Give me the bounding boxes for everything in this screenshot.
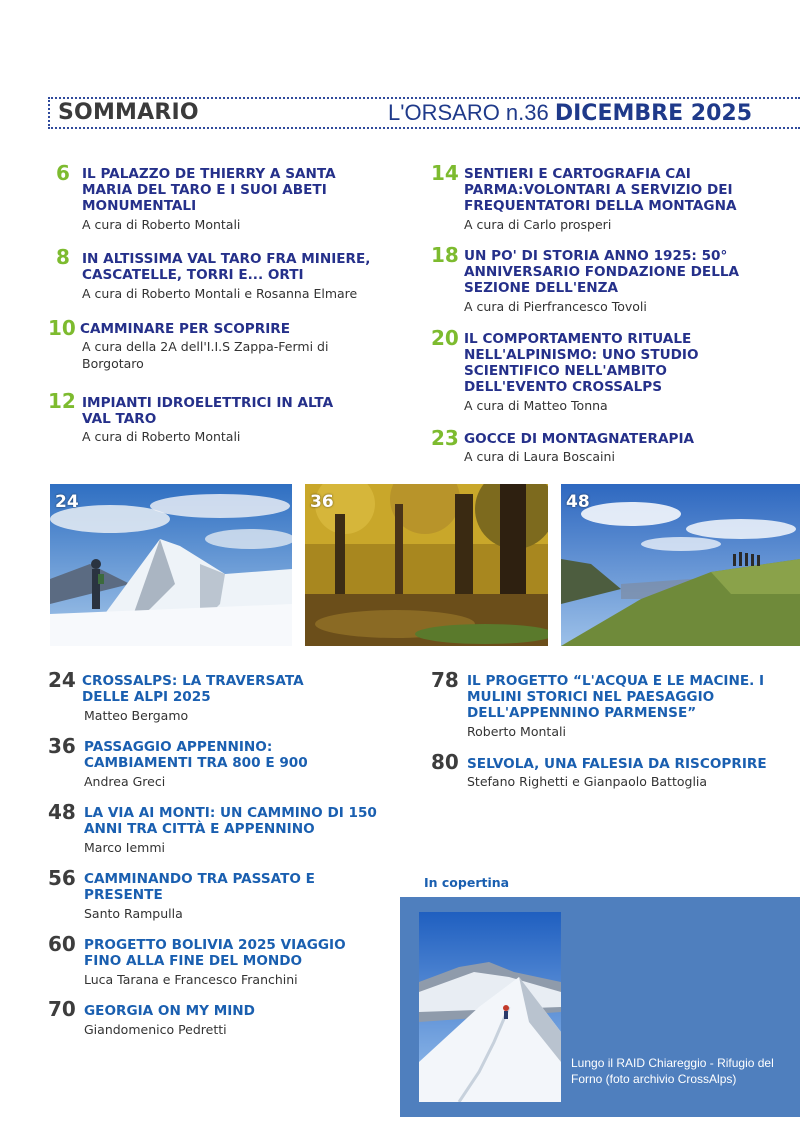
toc-entry-title[interactable]: CROSSALPS: LA TRAVERSATA DELLE ALPI 2025 [82, 673, 304, 705]
issue-info [388, 100, 752, 126]
toc-page-number: 36 [48, 734, 76, 758]
toc-page-number: 80 [431, 750, 459, 774]
toc-page-number: 23 [431, 426, 459, 450]
toc-entry-title[interactable]: SENTIERI E CARTOGRAFIA CAI PARMA:VOLONTARI A SERVIZIO DEI FREQUENTATORI DELLA MONTAGNA [464, 166, 737, 214]
photo-page-number: 24 [55, 492, 79, 512]
toc-entry-author: Matteo Bergamo [84, 708, 189, 723]
magazine-issue: L'ORSARO n.36 [388, 100, 555, 125]
toc-entry-author: Luca Tarana e Francesco Franchini [84, 972, 298, 987]
toc-page-number: 20 [431, 326, 459, 350]
toc-page-number: 48 [48, 800, 76, 824]
toc-entry-title[interactable]: IN ALTISSIMA VAL TARO FRA MINIERE, CASCATELLE, TORRI E... ORTI [82, 251, 371, 283]
toc-entry-author: Marco Iemmi [84, 840, 166, 855]
toc-entry-title[interactable]: IL PROGETTO “L'ACQUA E LE MACINE. I MULINI STORICI NEL PAESAGGIO DELL'APPENNINO PARMENSE” [467, 673, 765, 721]
photo-hikers-ridge [561, 484, 800, 646]
toc-page-number: 24 [48, 668, 76, 692]
toc-page-number: 18 [431, 243, 459, 267]
toc-entry-author: Santo Rampulla [84, 906, 183, 921]
toc-entry-title[interactable]: SELVOLA, UNA FALESIA DA RISCOPRIRE [467, 756, 767, 772]
toc-page-number: 78 [431, 668, 459, 692]
toc-page-number: 8 [56, 245, 70, 269]
toc-entry-title[interactable]: GEORGIA ON MY MIND [84, 1003, 255, 1019]
toc-entry-author: A cura di Carlo prosperi [464, 217, 612, 232]
cover-photo [419, 912, 561, 1102]
photo-mountain-snow [50, 484, 292, 646]
photo-page-number: 48 [566, 492, 590, 512]
cover-box [400, 897, 800, 1117]
toc-entry-author: A cura di Roberto Montali e Rosanna Elmare [82, 286, 358, 301]
toc-entry-title[interactable]: IL PALAZZO DE THIERRY A SANTA MARIA DEL TARO E I SUOI ABETI MONUMENTALI [82, 166, 336, 214]
photo-page-number: 36 [310, 492, 334, 512]
toc-entry-title[interactable]: PASSAGGIO APPENNINO: CAMBIAMENTI TRA 800 E 900 [84, 739, 308, 771]
page-header [48, 97, 800, 129]
photo-autumn-forest [305, 484, 548, 646]
toc-entry-author: Stefano Righetti e Gianpaolo Battoglia [467, 774, 708, 789]
toc-page-number: 6 [56, 161, 70, 185]
toc-entry-author: A cura di Laura Boscaini [464, 449, 615, 464]
cover-mountain-image [419, 912, 561, 1102]
section-title: SOMMARIO [58, 100, 199, 125]
hikers-ridge-image [561, 484, 800, 646]
toc-entry-author: Roberto Montali [467, 724, 566, 739]
toc-entry-title[interactable]: PROGETTO BOLIVIA 2025 VIAGGIO FINO ALLA FINE DEL MONDO [84, 937, 346, 969]
mountain-snow-image [50, 484, 292, 646]
toc-entry-author: A cura della 2A dell'I.I.S Zappa-Fermi di Borgotaro [82, 339, 329, 371]
toc-entry-title[interactable]: CAMMINANDO TRA PASSATO E PRESENTE [84, 871, 315, 903]
toc-entry-author: Andrea Greci [84, 774, 166, 789]
toc-entry-author: A cura di Pierfrancesco Tovoli [464, 299, 647, 314]
toc-entry-title[interactable]: UN PO' DI STORIA ANNO 1925: 50° ANNIVERSARIO FONDAZIONE DELLA SEZIONE DELL'ENZA [464, 248, 740, 296]
toc-page-number: 56 [48, 866, 76, 890]
toc-page-number: 10 [48, 316, 76, 340]
toc-page-number: 60 [48, 932, 76, 956]
toc-entry-author: Giandomenico Pedretti [84, 1022, 227, 1037]
toc-entry-title[interactable]: CAMMINARE PER SCOPRIRE [80, 321, 291, 337]
issue-date: DICEMBRE 2025 [554, 101, 752, 126]
toc-entry-author: A cura di Roberto Montali [82, 429, 241, 444]
toc-entry-title[interactable]: GOCCE DI MONTAGNATERAPIA [464, 431, 695, 447]
toc-entry-author: A cura di Matteo Tonna [464, 398, 608, 413]
toc-entry-author: A cura di Roberto Montali [82, 217, 241, 232]
autumn-forest-image [305, 484, 548, 646]
toc-entry-title[interactable]: IL COMPORTAMENTO RITUALE NELL'ALPINISMO: UNO STUDIO SCIENTIFICO NELL'AMBITO DELL'EVENTO CROSSALPS [464, 331, 699, 395]
toc-entry-title[interactable]: LA VIA AI MONTI: UN CAMMINO DI 150 ANNI TRA CITTÀ E APPENNINO [84, 805, 377, 837]
toc-page-number: 70 [48, 997, 76, 1021]
cover-label: In copertina [424, 875, 510, 890]
toc-entry-title[interactable]: IMPIANTI IDROELETTRICI IN ALTA VAL TARO [82, 395, 334, 427]
toc-page-number: 14 [431, 161, 459, 185]
toc-page-number: 12 [48, 389, 76, 413]
cover-caption: Lungo il RAID Chiareggio - Rifugio del Forno (foto archivio CrossAlps) [571, 1056, 774, 1086]
